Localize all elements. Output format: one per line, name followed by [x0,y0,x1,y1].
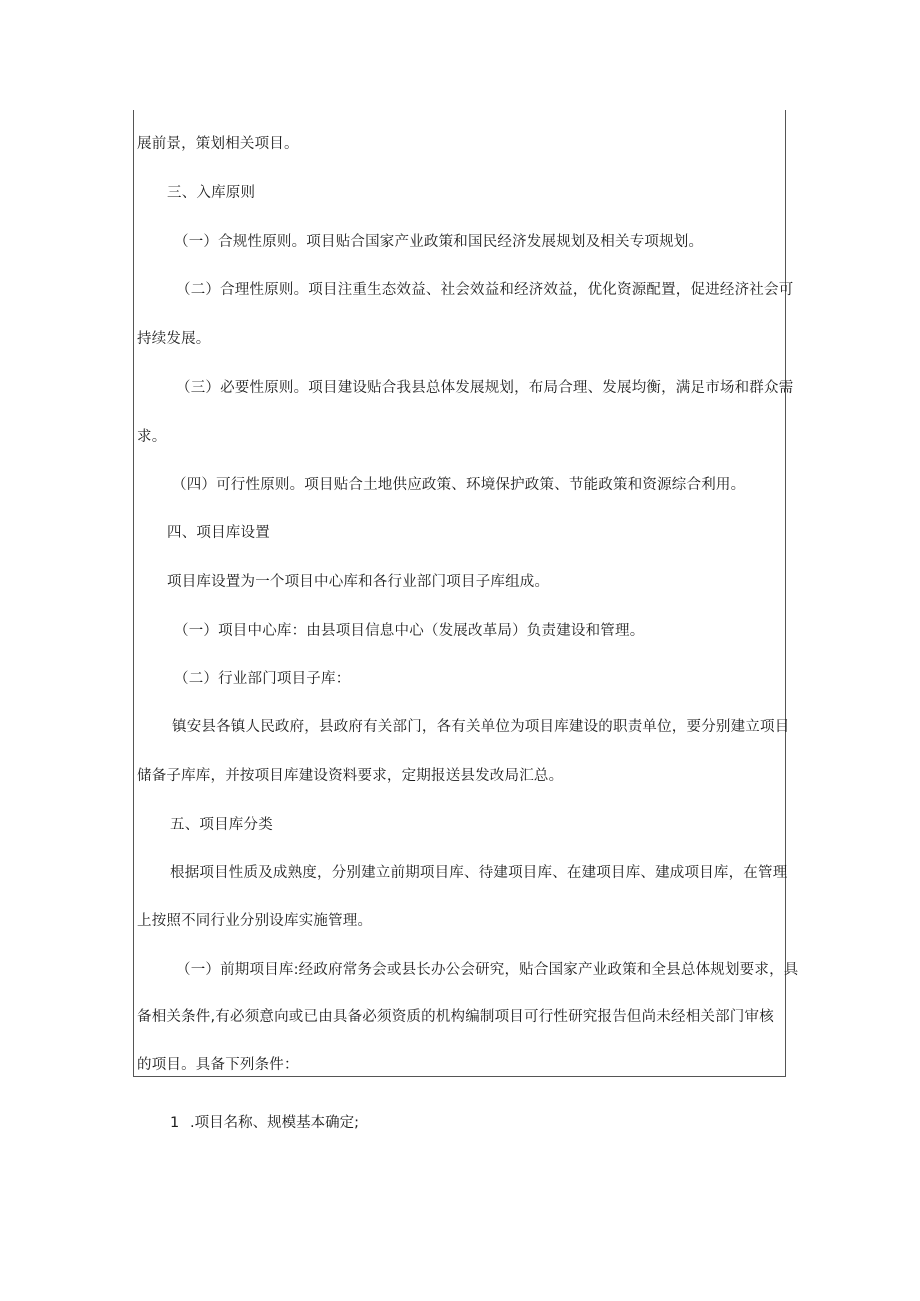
text-line: （二）行业部门项目子库： [174,671,351,687]
text-line: （一）项目中心库：由县项目信息中心（发展改革局）负责建设和管理。 [174,623,645,639]
section-heading: 四、项目库设置 [167,525,270,541]
text-line: 持续发展。 [137,331,211,347]
text-line: 储备子库库，并按项目库建设资料要求，定期报送县发改局汇总。 [137,768,564,784]
text-line: 镇安县各镇人民政府，县政府有关部门，各有关单位为项目库建设的职责单位，要分别建立项目 [172,719,790,735]
list-number: 1 [170,1115,180,1131]
table-frame [133,110,786,1077]
text-line: （三）必要性原则。项目建设贴合我县总体发展规划，布局合理、发展均衡，满足市场和群众需 [176,380,794,396]
text-line: 根据项目性质及成熟度，分别建立前期项目库、待建项目库、在建项目库、建成项目库，在管理 [170,865,788,881]
text-line: （一）前期项目库:经政府常务会或县长办公会研究，贴合国家产业政策和全县总体规划要求，具 [176,962,799,978]
text-line: 上按照不同行业分别设库实施管理。 [137,913,373,929]
section-heading: 五、项目库分类 [170,817,273,833]
list-item-text: .项目名称、规模基本确定; [190,1115,359,1131]
text-line: （二）合理性原则。项目注重生态效益、社会效益和经济效益，优化资源配置，促进经济社会可 [176,282,794,298]
text-line: 求。 [137,429,167,445]
text-line: 项目库设置为一个项目中心库和各行业部门项目子库组成。 [167,574,550,590]
text-line: 的项目。具备下列条件： [137,1057,299,1073]
text-line: （一）合规性原则。项目贴合国家产业政策和国民经济发展规划及相关专项规划。 [174,234,704,250]
text-line: 展前景，策划相关项目。 [137,136,299,152]
text-line: （四）可行性原则。项目贴合土地供应政策、环境保护政策、节能政策和资源综合利用。 [172,477,746,493]
section-heading: 三、入库原则 [167,185,256,201]
text-line: 备相关条件,有必须意向或已由具备必须资质的机构编制项目可行性研究报告但尚未经相关部门审核 [137,1009,774,1025]
